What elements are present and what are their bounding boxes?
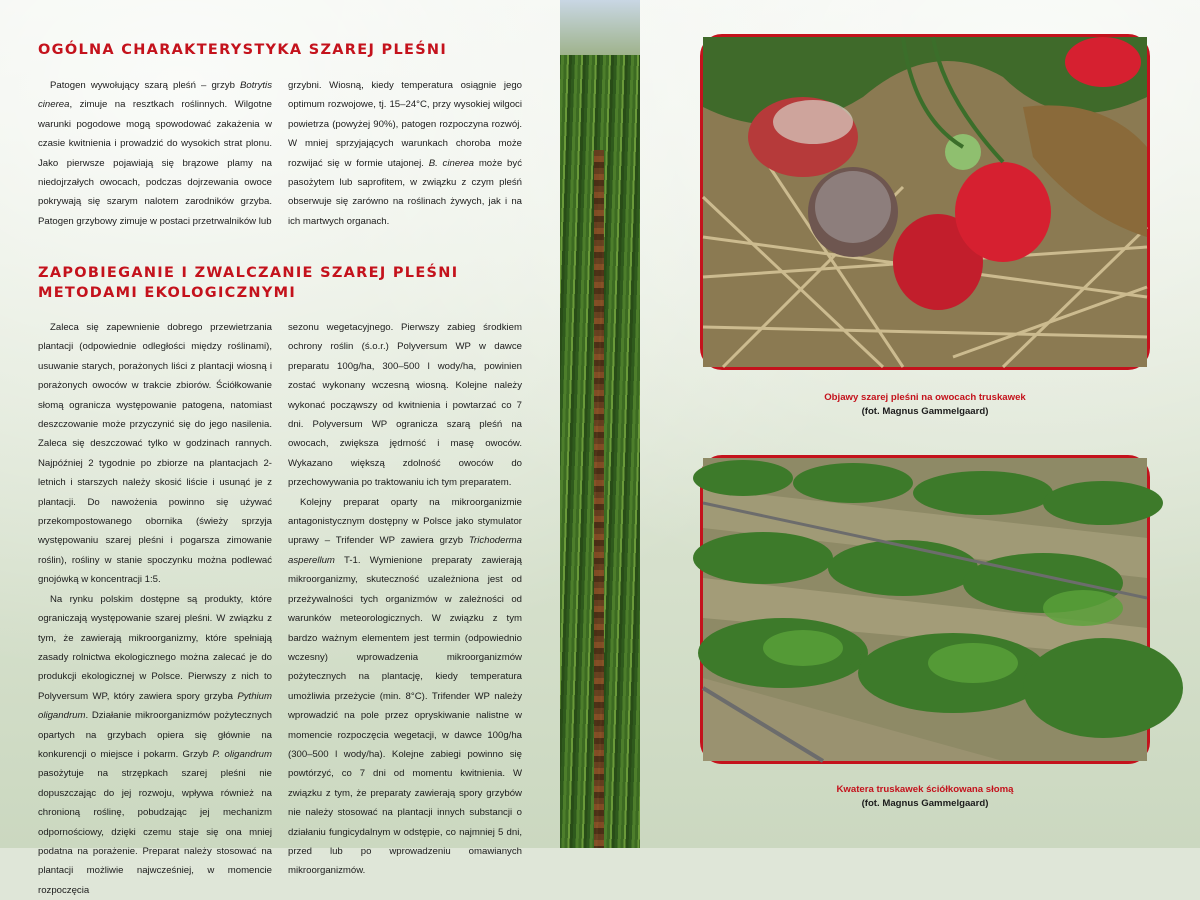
photo-strawberry-field-straw bbox=[700, 455, 1150, 764]
paragraph bbox=[288, 493, 522, 881]
text-run: Kolejny preparat oparty na mikroorganizmie antagonistycznym dostępny w Polsce jako stymulator uprawy – Trifender WP zawiera grzyb bbox=[288, 496, 522, 547]
text-run: Patogen wywołujący szarą pleśń – grzyb bbox=[50, 80, 240, 91]
paragraph: sezonu wegetacyjnego. Pierwszy zabieg środkiem ochrony roślin (ś.o.r.) Polyversum WP w dawce preparatu 100g/ha, 300–500 l wody/ha, powinien zostać wykonany wczesną wiosną. Kolejne należy wykonać począwszy od kwitnienia i powtarzać co 7 dni. Polyversum WP ogranicza szarą pleśń na owocach, zwiększa jędrność i masę owoców. Wykazano większą zdolność owoców do przechowywania po traktowaniu ich tym preparatem. bbox=[288, 322, 522, 489]
caption-credit: (fot. Magnus Gammelgaard) bbox=[861, 798, 989, 809]
section-heading-characteristics: OGÓLNA CHARAKTERYSTYKA SZAREJ PLEŚNI bbox=[38, 42, 448, 58]
text-run: T-1. Wymienione preparaty zawierają mikroorganizmy, skuteczność uzależniona jest od przeżywalności tych organizmów w zależności od warunków meteorologicznych. W związku z tym bardzo ważnym elementem jest termin (odpowiednio wczesny) wprowadzenia mikroorganizmów pożytecznych na plantację, kiedy temperatura umożliwia przeżycie (min. 8°C). Trifender WP należy wprowadzić na pole przez opryskiwanie nalistne w momencie rozpoczęcia wegetacji, w dawce 100g/ha (300–500 l wody/ha). Kolejne zabiegi powinno się powtórzyć, co 7 dni od momentu kwitnienia. W związku z tym, że preparaty zawierają spory grzybów nie należy stosować na plantacji innych substancji o działaniu fungicydalnym w odstępie, co najmniej 5 dni, przed lub po wprowadzeniu omawianych mikroorganizmów. bbox=[288, 554, 522, 877]
text-column-4 bbox=[288, 318, 522, 881]
paragraph bbox=[288, 76, 522, 231]
photo1-caption bbox=[700, 391, 1150, 419]
latin-name: P. oligandrum bbox=[212, 748, 272, 760]
text-column-3 bbox=[38, 318, 272, 900]
latin-name: B. cinerea bbox=[428, 157, 475, 169]
paragraph bbox=[38, 76, 272, 231]
heading-line-1: ZAPOBIEGANIE I ZWALCZANIE SZAREJ PLEŚNI bbox=[38, 265, 459, 281]
strawberry-field-illustration bbox=[703, 458, 1147, 761]
text-run: Na rynku polskim dostępne są produkty, które ograniczają występowanie szarej pleśni. W związku z tym, że zawierają mikroorganizmy, które spełniają zasady rolnictwa ekologicznego można zalecać je do produkcji ekologicznej w Polsce. Pierwszy z nich to Polyversum WP, który zawiera spory grzyba bbox=[38, 593, 272, 702]
caption-title: Objawy szarej pleśni na owocach truskawek bbox=[824, 392, 1026, 403]
section-heading-prevention bbox=[38, 263, 458, 303]
heading-line-2: METODAMI EKOLOGICZNYMI bbox=[38, 285, 297, 301]
latin-name: Trichoderma asperellum bbox=[288, 535, 522, 566]
paragraph bbox=[38, 590, 272, 900]
strawberry-mold-illustration bbox=[703, 37, 1147, 367]
text-run: pasożytuje na strzępkach szarej pleśni nie dopuszczając do jej rozwoju, wpływa również na chronioną roślinę, pobudzając jej mechanizm odpornościowy, dzięki czemu staje się ona mniej podatna na porażenie. Preparat należy stosować na plantacji możliwie najwcześniej, w momencie rozpoczęcia bbox=[38, 768, 272, 896]
text-column-2 bbox=[288, 76, 522, 231]
left-page bbox=[0, 0, 560, 896]
sky-area bbox=[560, 0, 640, 55]
latin-name: Botrytis cinerea bbox=[38, 80, 272, 111]
text-run: , zimuje na resztkach roślinnych. Wilgotne warunki pogodowe mogą spowodować zakażenia w czasie kwitnienia i prowadzić do wysokich strat plonu. Jako pierwsze pojawiają się brązowe plamy na niedojrzałych owocach, podczas dojrzewania owoce pokrywają się szarym nalotem zarodników grzyba. Patogen grzybowy zimuje w postaci przetrwalników lub bbox=[38, 99, 272, 227]
caption-credit: (fot. Magnus Gammelgaard) bbox=[861, 406, 989, 417]
text-run: . Działanie mikroorganizmów pożytecznych opartych na grzybach opiera się głównie na konkurencji o miejsce i pokarm. Grzyb bbox=[38, 710, 272, 760]
grass-photo-strip bbox=[560, 0, 640, 848]
paragraph: Zaleca się zapewnienie dobrego przewietrzania plantacji (odpowiednie odległości między roślinami), usuwanie starych, porażonych liści z plantacji wiosną i porażonych owoców w trakcie zbiorów. Ściółkowanie słomą ogranicza występowanie patogena, natomiast deszczowanie może przyczynić się do jego nasilenia. Zaleca się deszczować tylko w godzinach rannych. Najpóźniej 2 tygodnie po zbiorze na plantacjach 2-letnich i starszych należy skosić liście i usunąć je z plantacji. Do nawożenia powinno się używać przekompostowanego obornika (świeży sprzyja występowaniu szarej pleśni i pogarsza zimowanie roślin), rośliny w stanie spoczynku można podlewać gnojówką w koncentracji 1:5. bbox=[38, 322, 272, 586]
text-run: może być pasożytem lub saprofitem, w związku z czym pleśń obserwuje się zarówno na roślinach żywych, jak i na ich martwych organach. bbox=[288, 157, 522, 227]
latin-name: Pythium oligandrum bbox=[38, 690, 272, 722]
text-column-1 bbox=[38, 76, 272, 231]
caption-title: Kwatera truskawek ściółkowana słomą bbox=[836, 784, 1014, 795]
photo-strawberry-gray-mold bbox=[700, 34, 1150, 370]
text-run: grzybni. Wiosną, kiedy temperatura osiągnie jego optimum rozwojowe, tj. 15–24°C, przy wysokiej wilgoci powietrza (powyżej 90%), patogen rozpoczyna rozwój. W mniej sprzyjających warunkach choroba może rozwijać się w formie utajonej. bbox=[288, 80, 522, 169]
photo2-caption bbox=[700, 783, 1150, 811]
soil-row bbox=[594, 150, 604, 848]
right-page bbox=[640, 0, 1200, 848]
